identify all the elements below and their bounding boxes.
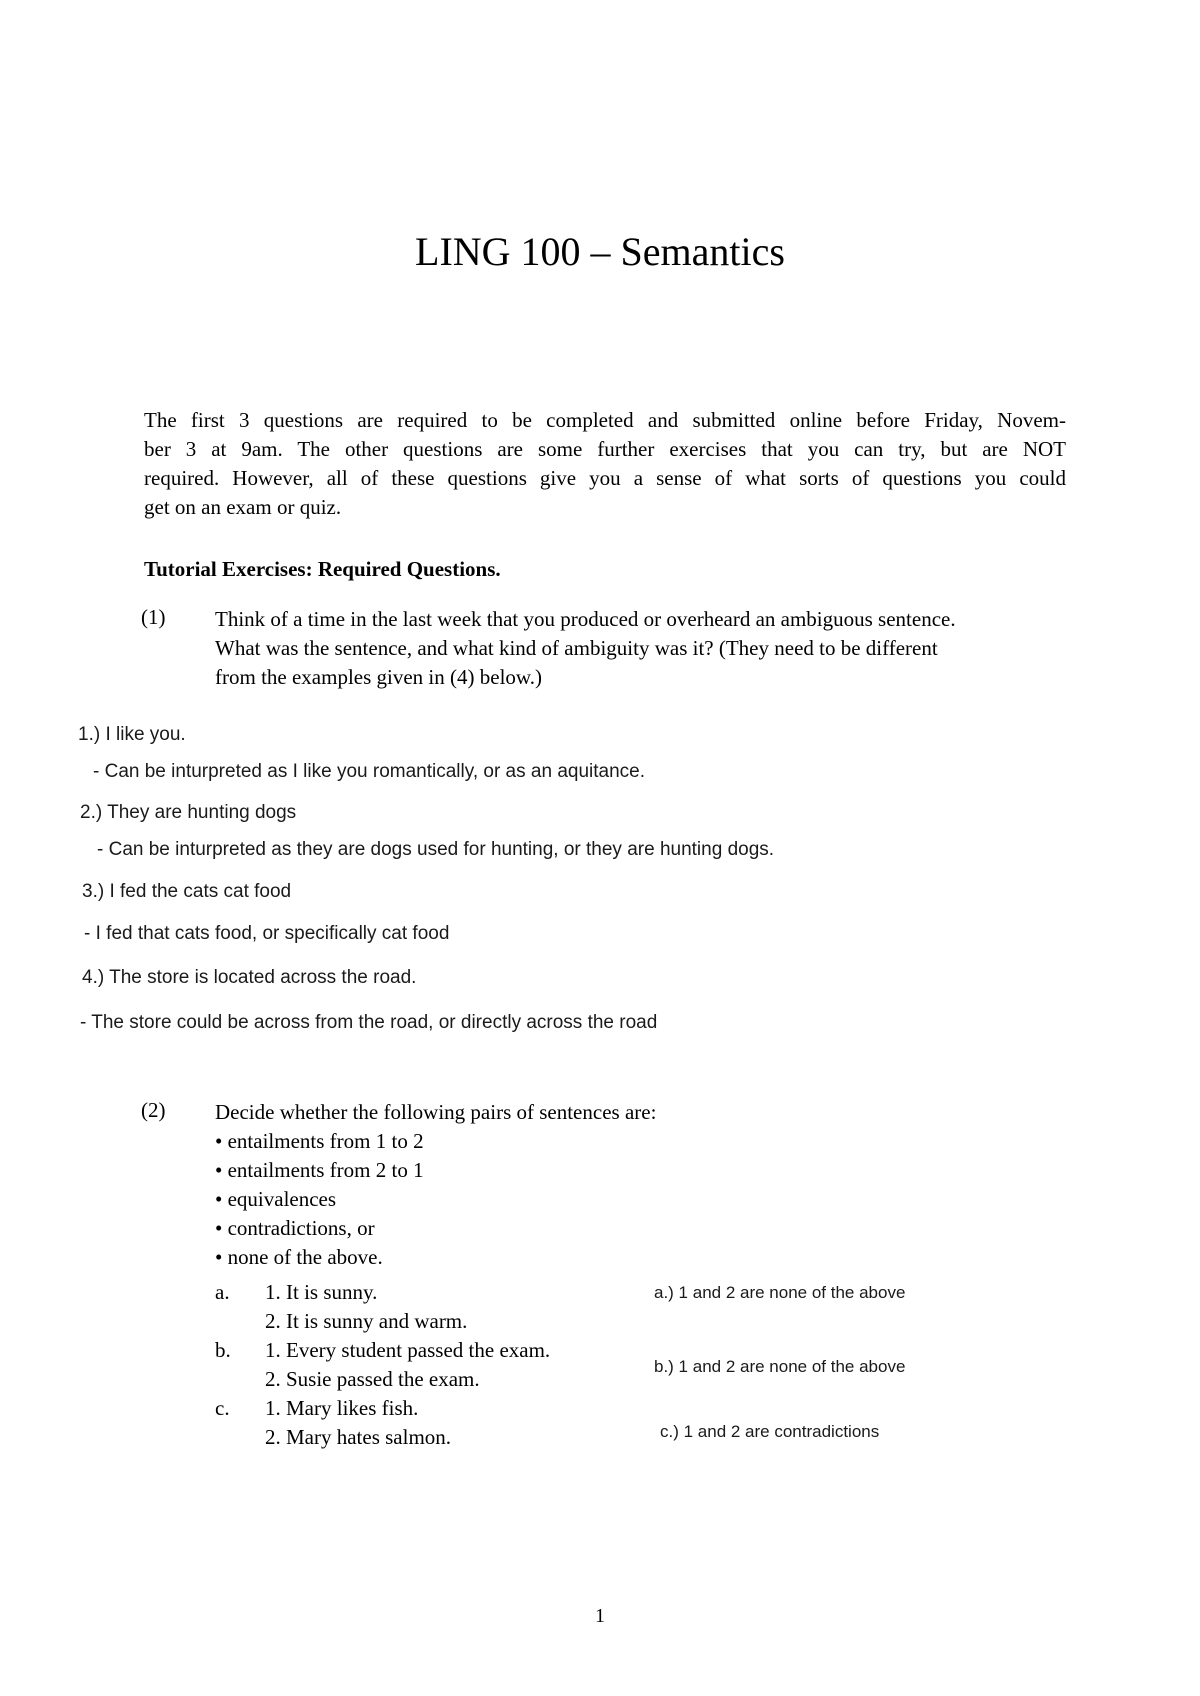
bullet-icon: • bbox=[215, 1216, 223, 1240]
answer-1-explanation: - The store could be across from the road, or directly across the road bbox=[80, 1012, 658, 1033]
answer-1-item: 1.) I like you. bbox=[78, 724, 186, 745]
pair-letter: a. bbox=[215, 1280, 230, 1304]
option-item bbox=[215, 1156, 424, 1185]
pair-sentence-1: 1. It is sunny. bbox=[265, 1280, 378, 1304]
pair-letter: c. bbox=[215, 1396, 230, 1420]
page-number: 1 bbox=[595, 1605, 605, 1627]
option-item bbox=[215, 1127, 424, 1156]
question-1-line: What was the sentence, and what kind of ambiguity was it? (They need to be different bbox=[215, 636, 938, 660]
question-2-prompt: Decide whether the following pairs of sentences are: bbox=[215, 1100, 657, 1124]
section-heading: Tutorial Exercises: Required Questions. bbox=[144, 557, 501, 581]
answer-1-explanation: - Can be inturpreted as I like you romantically, or as an aquitance. bbox=[93, 761, 645, 782]
pair-sentence-1: 1. Every student passed the exam. bbox=[265, 1338, 551, 1362]
answer-1-explanation: - I fed that cats food, or specifically cat food bbox=[84, 923, 450, 944]
option-label: entailments from 2 to 1 bbox=[227, 1158, 424, 1182]
bullet-icon: • bbox=[215, 1129, 223, 1153]
pair-sentence-2: 2. Susie passed the exam. bbox=[265, 1367, 480, 1391]
document-title: LING 100 – Semantics bbox=[415, 229, 785, 274]
option-item bbox=[215, 1185, 336, 1214]
intro-line: required. However, all of these questions give you a sense of what sorts of questions you could bbox=[144, 466, 1066, 490]
option-item bbox=[215, 1243, 383, 1272]
bullet-icon: • bbox=[215, 1245, 223, 1269]
pair-answer: a.) 1 and 2 are none of the above bbox=[654, 1283, 906, 1302]
pair-answer: c.) 1 and 2 are contradictions bbox=[660, 1422, 880, 1441]
pair-sentence-1: 1. Mary likes fish. bbox=[265, 1396, 419, 1420]
pair-answer: b.) 1 and 2 are none of the above bbox=[654, 1357, 906, 1376]
option-label: equivalences bbox=[227, 1187, 337, 1211]
bullet-icon: • bbox=[215, 1187, 223, 1211]
pair-letter: b. bbox=[215, 1338, 231, 1362]
question-2-number: (2) bbox=[141, 1098, 166, 1122]
pair-sentence-2: 2. It is sunny and warm. bbox=[265, 1309, 468, 1333]
question-1-number: (1) bbox=[141, 605, 166, 629]
intro-line: The first 3 questions are required to be completed and submitted online before Friday, Novem- bbox=[144, 408, 1066, 432]
option-label: entailments from 1 to 2 bbox=[227, 1129, 424, 1153]
option-label: contradictions, or bbox=[227, 1216, 375, 1240]
option-item bbox=[215, 1214, 375, 1243]
option-label: none of the above. bbox=[227, 1245, 383, 1269]
question-1-line: from the examples given in (4) below.) bbox=[215, 665, 542, 689]
answer-1-item: 3.) I fed the cats cat food bbox=[82, 881, 292, 902]
pair-sentence-2: 2. Mary hates salmon. bbox=[265, 1425, 452, 1449]
bullet-icon: • bbox=[215, 1158, 223, 1182]
intro-line: get on an exam or quiz. bbox=[144, 495, 342, 519]
answer-1-explanation: - Can be inturpreted as they are dogs used for hunting, or they are hunting dogs. bbox=[97, 839, 775, 860]
answer-1-item: 4.) The store is located across the road. bbox=[82, 967, 417, 988]
answer-1-item: 2.) They are hunting dogs bbox=[80, 802, 297, 823]
question-1-line: Think of a time in the last week that you produced or overheard an ambiguous sentence. bbox=[215, 607, 956, 631]
intro-line: ber 3 at 9am. The other questions are some further exercises that you can try, but are NOT bbox=[144, 437, 1066, 461]
intro-paragraph bbox=[144, 406, 1066, 522]
